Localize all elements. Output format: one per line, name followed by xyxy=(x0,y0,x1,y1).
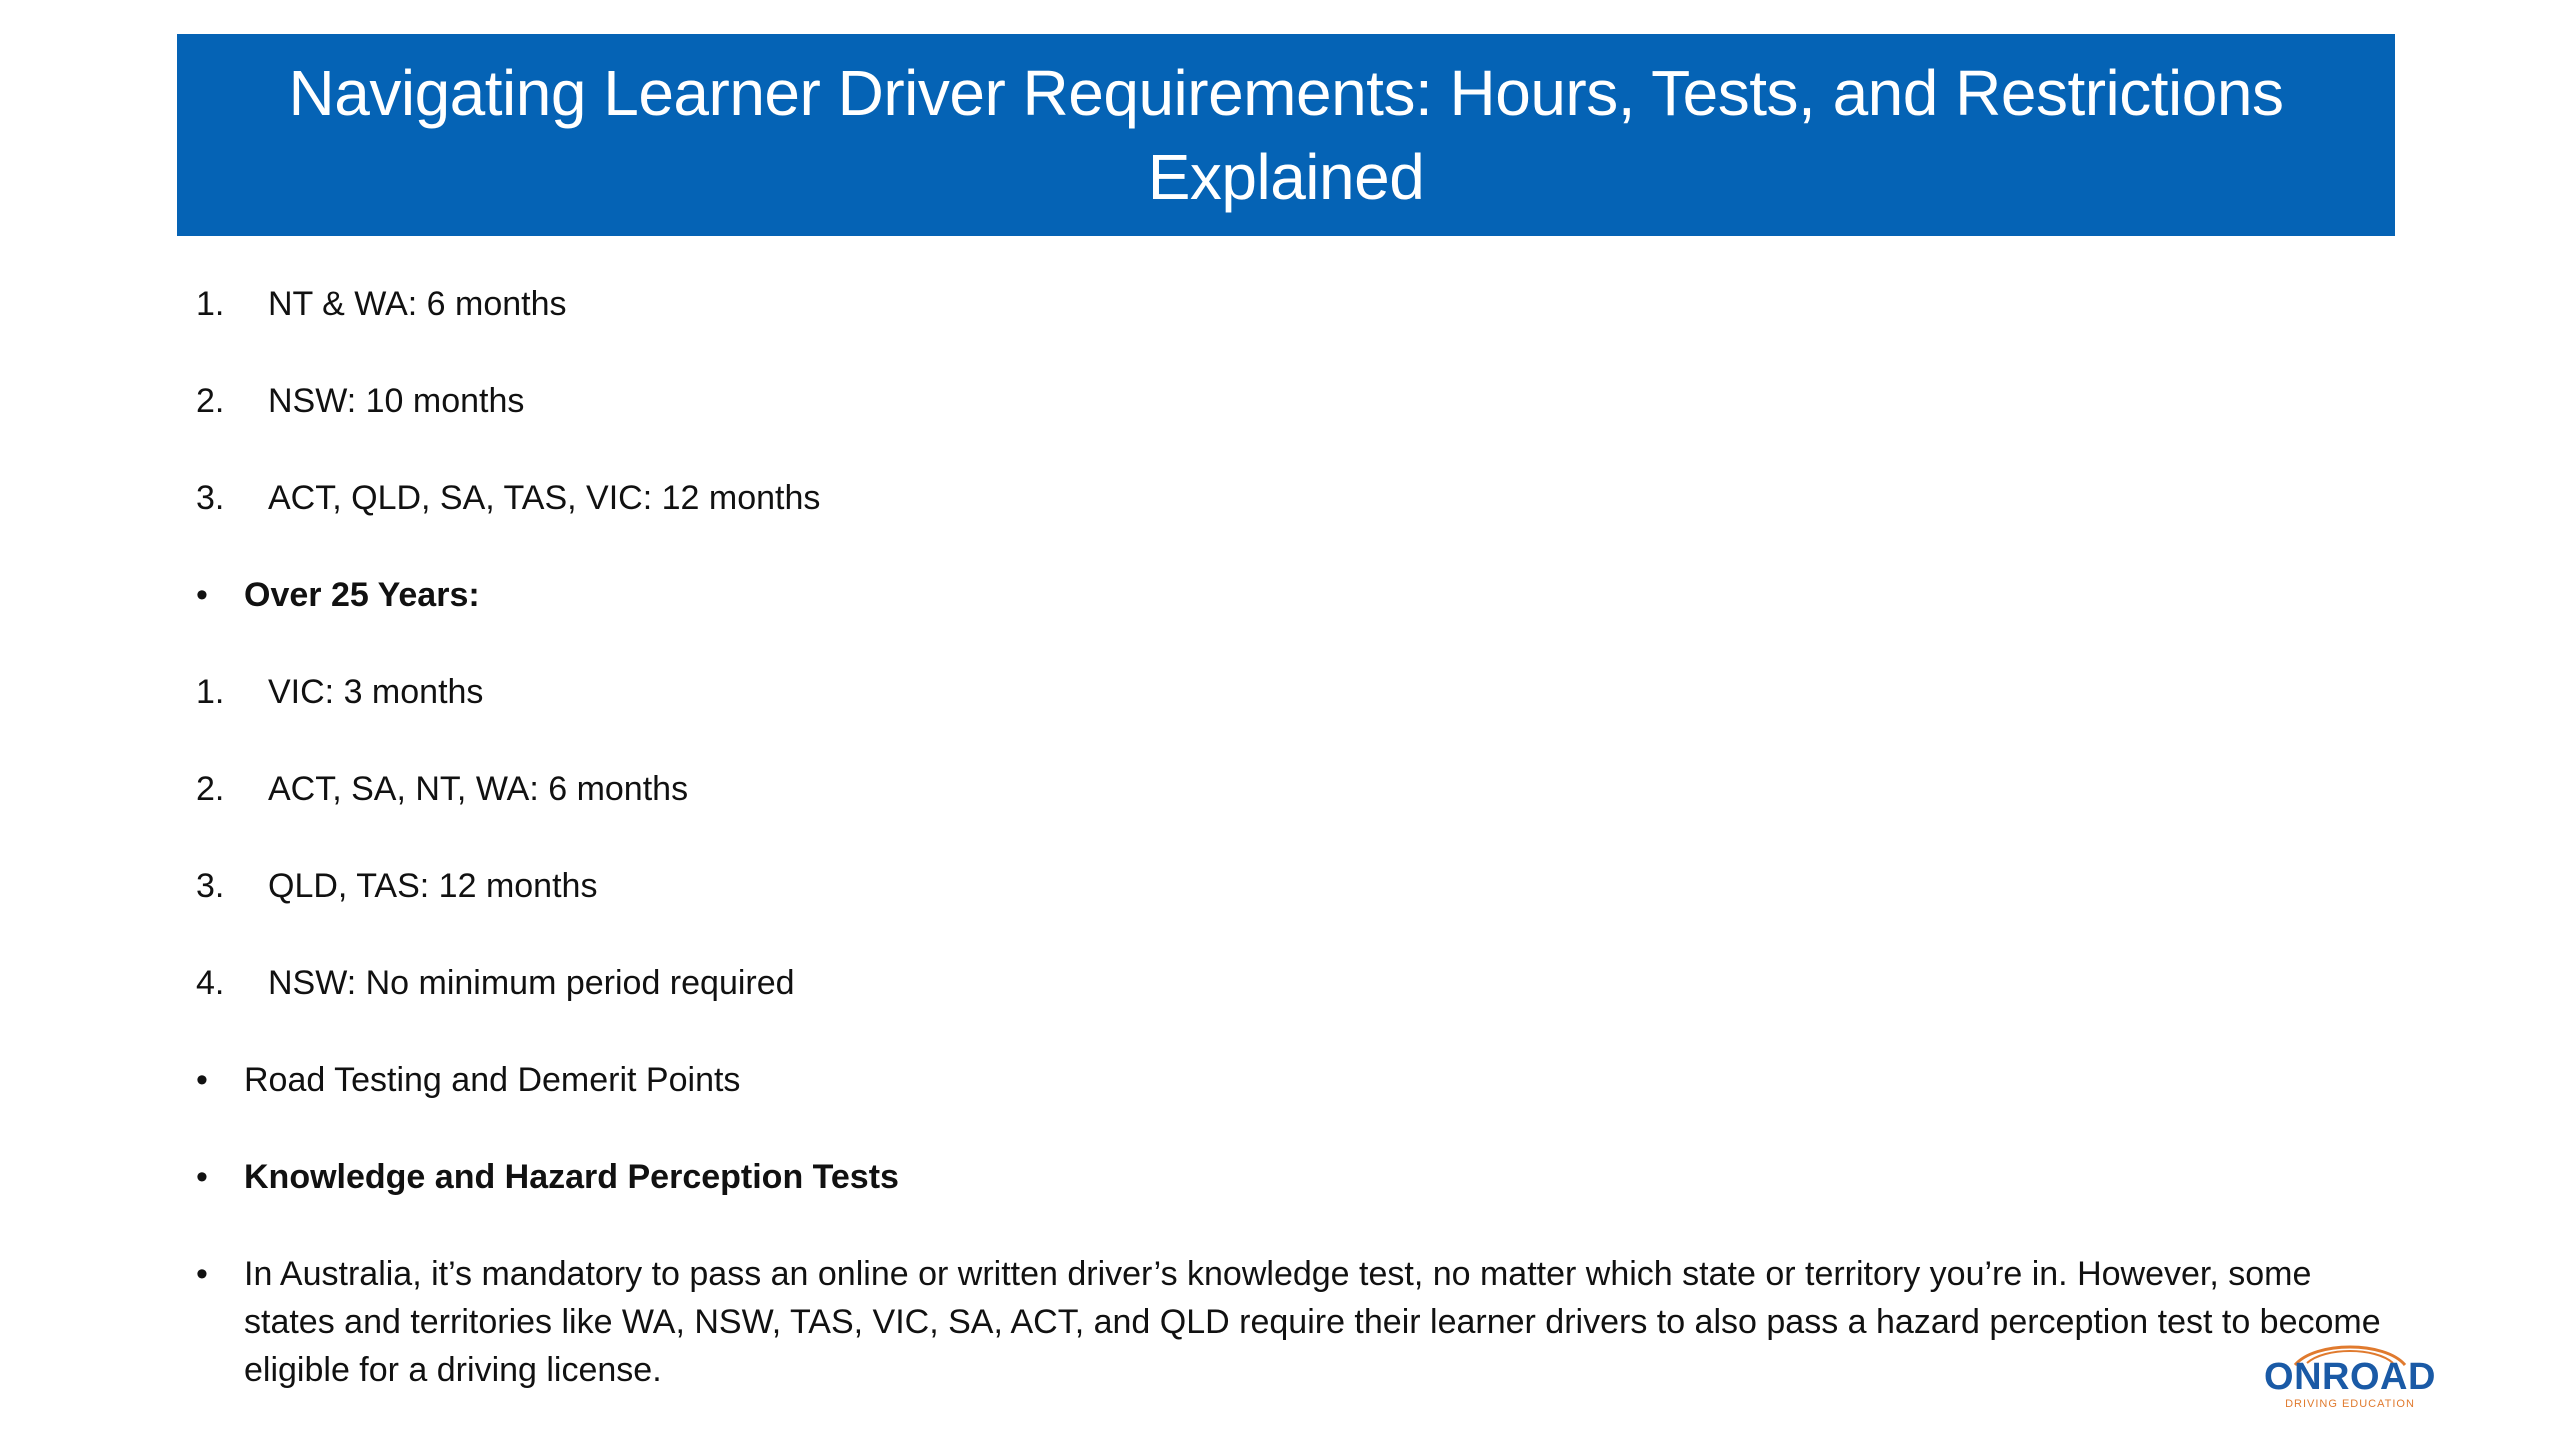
list-item-text: QLD, TAS: 12 months xyxy=(268,867,598,905)
list-item-text: NSW: 10 months xyxy=(268,382,525,420)
bullet-marker: • xyxy=(196,576,208,614)
list-item-text: NT & WA: 6 months xyxy=(268,285,567,323)
slide-title: Navigating Learner Driver Requirements: Hours, Tests, and Restrictions Explained xyxy=(288,57,2284,213)
logo-wordmark: ONROAD xyxy=(2264,1356,2436,1398)
bullet-heading-text: Knowledge and Hazard Perception Tests xyxy=(244,1158,899,1196)
list-item-text: ACT, SA, NT, WA: 6 months xyxy=(268,770,689,808)
list-item-text: ACT, QLD, SA, TAS, VIC: 12 months xyxy=(268,479,821,517)
list-item-text: VIC: 3 months xyxy=(268,673,484,711)
list-number: 2. xyxy=(196,770,225,808)
list-number: 3. xyxy=(196,867,225,905)
bullet-marker: • xyxy=(196,1061,208,1099)
list-number: 3. xyxy=(196,479,225,517)
bullet-marker: • xyxy=(196,1255,208,1293)
bullet-paragraph-text: In Australia, it’s mandatory to pass an online or written driver’s knowledge test, no matter which state or territory you’re in. However, some states and territories like WA, NSW, TAS, VIC, SA, ACT, and QLD require their learner drivers to also pass a hazard perception test to become eligible for a driving license. xyxy=(244,1255,2381,1389)
bullet-marker: • xyxy=(196,1158,208,1196)
list-number: 2. xyxy=(196,382,225,420)
logo-tagline: DRIVING EDUCATION xyxy=(2285,1398,2415,1410)
list-number: 1. xyxy=(196,673,225,711)
list-number: 4. xyxy=(196,964,225,1002)
onroad-logo xyxy=(2255,1335,2445,1415)
bullet-item-text: Road Testing and Demerit Points xyxy=(244,1061,741,1099)
bullet-heading-text: Over 25 Years: xyxy=(244,576,480,614)
list-number: 1. xyxy=(196,285,225,323)
list-item-text: NSW: No minimum period required xyxy=(268,964,795,1002)
